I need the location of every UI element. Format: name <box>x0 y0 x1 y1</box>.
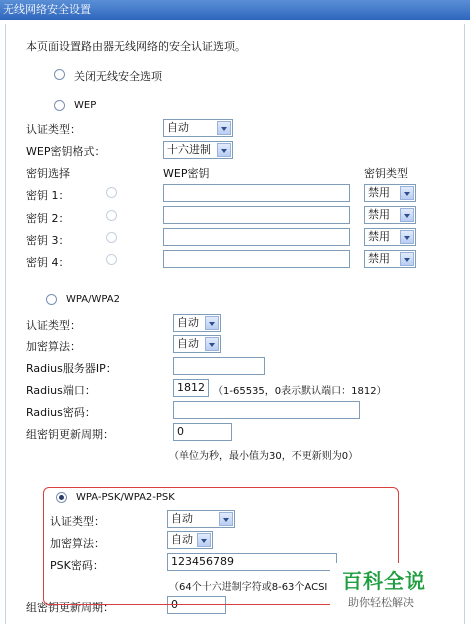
wep-key-label: 密钥 1： <box>26 189 70 202</box>
wep-label: WEP <box>74 100 97 111</box>
window-title: 无线网络安全设置 <box>0 0 470 20</box>
chevron-down-icon <box>205 316 219 330</box>
wep-auth-label: 认证类型： <box>26 123 81 136</box>
wpa-auth-select[interactable] <box>173 314 221 332</box>
wep-radio[interactable] <box>54 100 65 111</box>
radius-ip-input[interactable] <box>173 357 265 375</box>
chevron-down-icon <box>400 230 414 244</box>
chevron-down-icon <box>400 252 414 266</box>
psk-enc-value: 自动 <box>171 533 193 546</box>
wep-auth-value: 自动 <box>167 121 189 134</box>
psk-auth-label: 认证类型： <box>50 515 105 528</box>
psk-renew-label: 组密钥更新周期： <box>26 601 114 614</box>
chevron-down-icon <box>217 143 231 157</box>
wep-key-radio[interactable] <box>106 254 117 265</box>
wep-format-select[interactable] <box>163 141 233 159</box>
wpa-renew-hint: （单位为秒，最小值为30，不更新则为0） <box>169 451 359 462</box>
radius-port-input[interactable]: 1812 <box>173 379 209 397</box>
wpa-renew-input[interactable]: 0 <box>173 423 232 441</box>
wpa-label: WPA/WPA2 <box>66 294 120 305</box>
psk-auth-value: 自动 <box>171 512 193 525</box>
wep-format-label: WEP密钥格式： <box>26 145 106 158</box>
radius-port-label: Radius端口： <box>26 384 96 397</box>
wep-key-input[interactable] <box>163 228 350 246</box>
chevron-down-icon <box>400 186 414 200</box>
wep-key-radio[interactable] <box>106 187 117 198</box>
wpa-enc-label: 加密算法： <box>26 340 81 353</box>
radius-ip-label: Radius服务器IP： <box>26 362 117 375</box>
psk-renew-input[interactable]: 0 <box>167 596 226 614</box>
wpa-radio[interactable] <box>46 294 57 305</box>
wpa-auth-label: 认证类型： <box>26 319 81 332</box>
psk-password-input[interactable]: 123456789 <box>167 553 337 571</box>
wep-key-input[interactable] <box>163 250 350 268</box>
wpa-renew-label: 组密钥更新周期： <box>26 428 114 441</box>
wep-format-value: 十六进制 <box>167 143 211 156</box>
psk-password-label: PSK密码： <box>50 559 104 572</box>
wep-key-type-value: 禁用 <box>368 252 390 265</box>
radius-pwd-label: Radius密码： <box>26 406 96 419</box>
wep-key-input[interactable] <box>163 184 350 202</box>
wep-key-radio[interactable] <box>106 210 117 221</box>
wep-key-type-select[interactable] <box>364 228 416 246</box>
wpa-auth-value: 自动 <box>177 316 199 329</box>
watermark-subtitle: 助你轻松解决 <box>348 596 414 609</box>
wep-col-key: WEP密钥 <box>163 167 210 180</box>
chevron-down-icon <box>217 121 231 135</box>
wep-key-label: 密钥 4： <box>26 256 70 269</box>
wep-key-type-value: 禁用 <box>368 208 390 221</box>
chevron-down-icon <box>400 208 414 222</box>
wpa-enc-select[interactable] <box>173 335 221 353</box>
wpa-enc-value: 自动 <box>177 337 199 350</box>
psk-enc-label: 加密算法： <box>50 537 105 550</box>
wep-key-label: 密钥 3： <box>26 234 70 247</box>
watermark-logo <box>330 563 435 613</box>
close-security-label: 关闭无线安全选项 <box>74 70 162 83</box>
wep-key-label: 密钥 2： <box>26 212 70 225</box>
watermark-title: 百科全说 <box>342 569 426 593</box>
wep-key-type-select[interactable] <box>364 250 416 268</box>
wep-key-type-value: 禁用 <box>368 186 390 199</box>
close-security-radio[interactable] <box>54 69 65 80</box>
radius-port-hint: （1-65535，0表示默认端口：1812） <box>213 386 387 397</box>
wep-key-input[interactable] <box>163 206 350 224</box>
psk-password-hint: （64个十六进制字符或8-63个ACSI <box>169 582 328 593</box>
wep-auth-select[interactable] <box>163 119 233 137</box>
wep-key-type-select[interactable] <box>364 184 416 202</box>
chevron-down-icon <box>205 337 219 351</box>
radius-pwd-input[interactable] <box>173 401 360 419</box>
wep-key-radio[interactable] <box>106 232 117 243</box>
wep-col-select: 密钥选择 <box>26 167 70 180</box>
wep-key-type-value: 禁用 <box>368 230 390 243</box>
intro-text: 本页面设置路由器无线网络的安全认证选项。 <box>26 40 246 53</box>
psk-label: WPA-PSK/WPA2-PSK <box>76 492 175 503</box>
wep-key-type-select[interactable] <box>364 206 416 224</box>
wep-col-type: 密钥类型 <box>364 167 408 180</box>
